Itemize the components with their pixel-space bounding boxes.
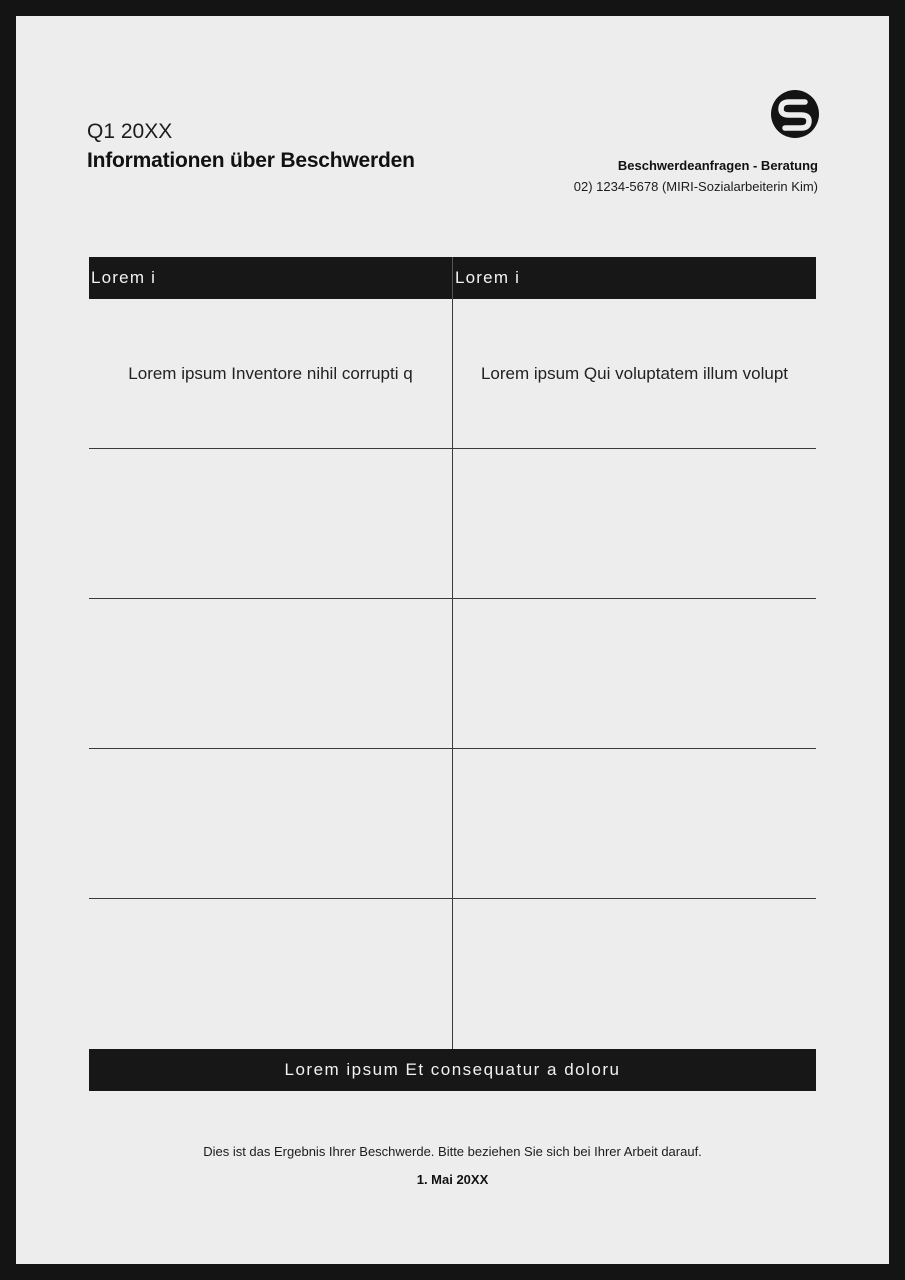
table-cell: Lorem ipsum Inventore nihil corrupti q [128,363,413,383]
page-title: Informationen über Beschwerden [87,149,415,172]
table-cell [452,599,816,748]
table-header [89,257,816,299]
table-body [89,299,816,1049]
s-logo-icon [771,90,819,138]
table-footer: Lorem ipsum Et consequatur a doloru [89,1049,816,1091]
table-cell [452,899,816,1049]
table-cell: Lorem ipsum Qui voluptatem illum volupt [452,299,816,448]
table-cell [89,899,452,1049]
table-row [89,899,816,1049]
table-row [89,599,816,749]
table-cell [89,449,452,598]
table-row [89,749,816,899]
contact-title: Beschwerdeanfragen - Beratung [617,158,818,173]
table-cell [89,599,452,748]
footer-date: 1. Mai 20XX [416,1172,489,1187]
column-header-1: Lorem i [91,268,157,287]
footer-note: Dies ist das Ergebnis Ihrer Beschwerde. Bitte beziehen Sie sich bei Ihrer Arbeit darauf. [203,1144,702,1159]
complaints-table [89,257,816,1091]
table-row [89,299,816,449]
document-page [16,16,889,1264]
table-row [89,449,816,599]
column-header-2: Lorem i [452,257,816,299]
table-cell [452,749,816,898]
table-cell [452,449,816,598]
contact-phone: 02) 1234-5678 (MIRI-Sozialarbeiterin Kim) [573,179,818,194]
report-period: Q1 20XX [87,120,173,143]
table-cell [89,749,452,898]
